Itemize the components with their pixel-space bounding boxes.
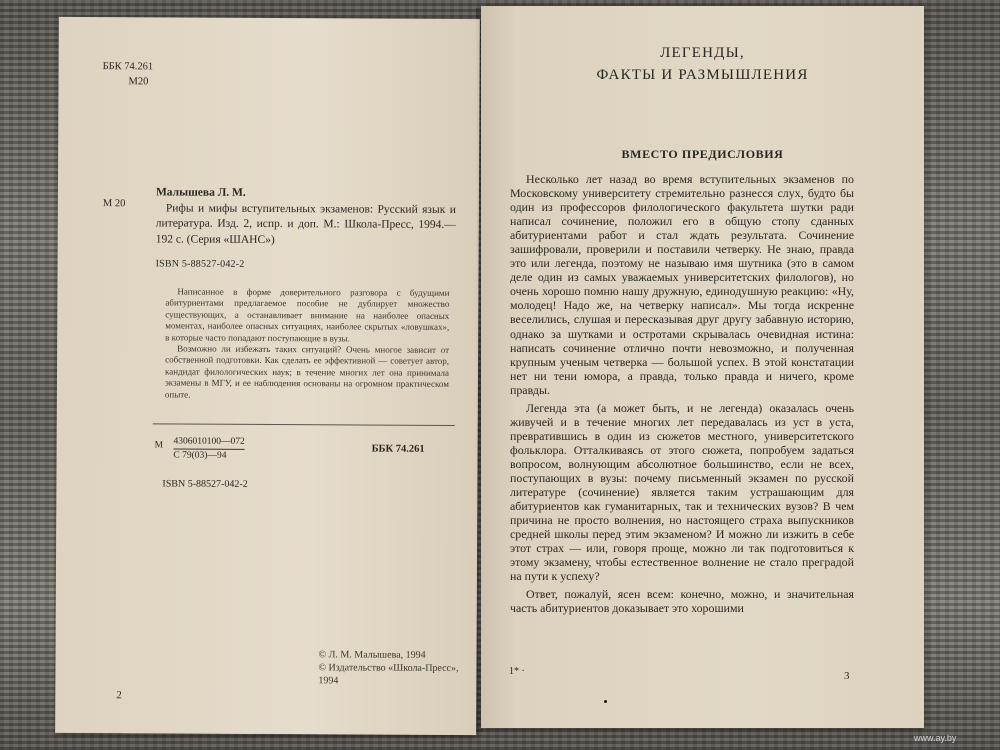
copyright-author: © Л. М. Малышева, 1994: [318, 649, 426, 661]
bbk-header: [102, 59, 153, 89]
publisher-code: [155, 435, 245, 461]
section-title-line-1: ЛЕГЕНДЫ,: [660, 45, 745, 61]
section-title-line-2: ФАКТЫ И РАЗМЫШЛЕНИЯ: [596, 67, 809, 83]
reference-isbn: ISBN 5-88527-042-2: [155, 258, 245, 270]
reference-author: Малышева Л. М.: [155, 186, 246, 199]
left-page: [55, 17, 480, 735]
copyright-publisher: © Издательство «Школа-Пресс», 1994: [318, 662, 459, 687]
annotation: [165, 286, 450, 402]
right-page: [481, 6, 924, 728]
body-paragraph: Несколько лет назад во время вступительных экзаменов по Московскому университету стремительно разнесся слух, будто бы один из профессоров филологического факультета шутки ради написал сочинение, положил его в общую стопу сданных абитуриентами работ и стал ждать результата. Сочинение зашифровали, проверили и поставили четверку. Не знаю, правда это или легенда, поэтому не называю имя шутника (это в самом деле один из самых уважаемых университетских филологов), но очень хорошо помню нашу дружную, единодушную реакцию: «Ну, молодец! Надо же, на четверку написал». Мы тогда искренне веселились, слушая и пересказывая друг другу забавную историю, однако за шутками и остротами скрывалась очевидная истина: написать сочинение отлично почти невозможно, и полученная крупным ученым четверка — большой успех. В этой констатации нет ни тени юмора, а правда, только правда и ничего, кроме правды.: [510, 172, 854, 397]
page-number-right: 3: [844, 670, 850, 682]
body-text: [510, 172, 854, 619]
isbn-bottom: ISBN 5-88527-042-2: [162, 478, 248, 490]
signature-mark: 1* ·: [509, 666, 525, 677]
body-paragraph: Ответ, пожалуй, ясен всем: конечно, можно, и значительная часть абитуриентов доказывает это хорошими: [510, 587, 854, 616]
watermark: www.ay.by: [914, 733, 957, 743]
code-numerator: 4306010100—072: [173, 436, 244, 450]
code-fraction: [173, 436, 244, 462]
bbk-code-bottom: ББК 74.261: [371, 443, 425, 455]
code-letter: М: [154, 440, 164, 451]
divider: [153, 423, 455, 426]
chapter-title: ВМЕСТО ПРЕДИСЛОВИЯ: [621, 147, 784, 161]
page-number-left: 2: [116, 689, 122, 702]
copyright-block: [318, 648, 476, 688]
bibliographic-reference: [156, 185, 456, 273]
bbk-code: ББК 74.261: [102, 61, 154, 73]
author-sign: М 20: [102, 198, 126, 210]
code-denominator: С 79(03)—94: [173, 450, 227, 461]
annotation-paragraph: Написанное в форме доверительного разговора с будущими абитуриентами предлагаемое пособие не дублирует множество существующих, а останавливает внимание на наиболее опасных моментах, наиболее опасных ситуациях, наиболее скрытых «ловушках», в которые часто попадают поступающие в вузы.: [165, 286, 450, 344]
body-paragraph: Легенда эта (а может быть, и не легенда) оказалась очень живучей и в течение многих лет передавалась из уст в уста, превратившись в один из сюжетов местного, университетского фольклора. Отталкиваясь от этого сюжета, попробуем задаться вопросом, волнующим абсолютное большинство, если не всех, поступающих в вузы: почему письменный экзамен по русской литературе (сочинение) является таким устрашающим для абитуриентов как гуманитарных, так и технических вузов? В чем причина не просто волнения, но настоящего страха выпускников средней школы перед этим экзаменом? И можно ли изжить в себе этот страх — или, говоря проще, можно ли так подготовиться к этому экзамену, чтобы естественное волнение не стало преградой на пути к успеху?: [510, 400, 854, 584]
print-dot: [604, 700, 607, 703]
author-mark: М20: [128, 76, 149, 88]
section-title: [481, 42, 924, 86]
annotation-paragraph: Возможно ли избежать таких ситуаций? Очень многое зависит от собственной подготовки. Как сделать ее эффективной — советует автор, кандидат филологических наук; в течение многих лет она принимала экзамены в МГУ, и ее наблюдения основаны на огромном практическом опыте.: [164, 343, 450, 400]
reference-text: Рифы и мифы вступительных экзаменов: Русский язык и литература. Изд. 2, испр. и доп. М.: Школа-Пресс, 1994.— 192 с. (Серия «ШАНС»): [155, 201, 456, 246]
